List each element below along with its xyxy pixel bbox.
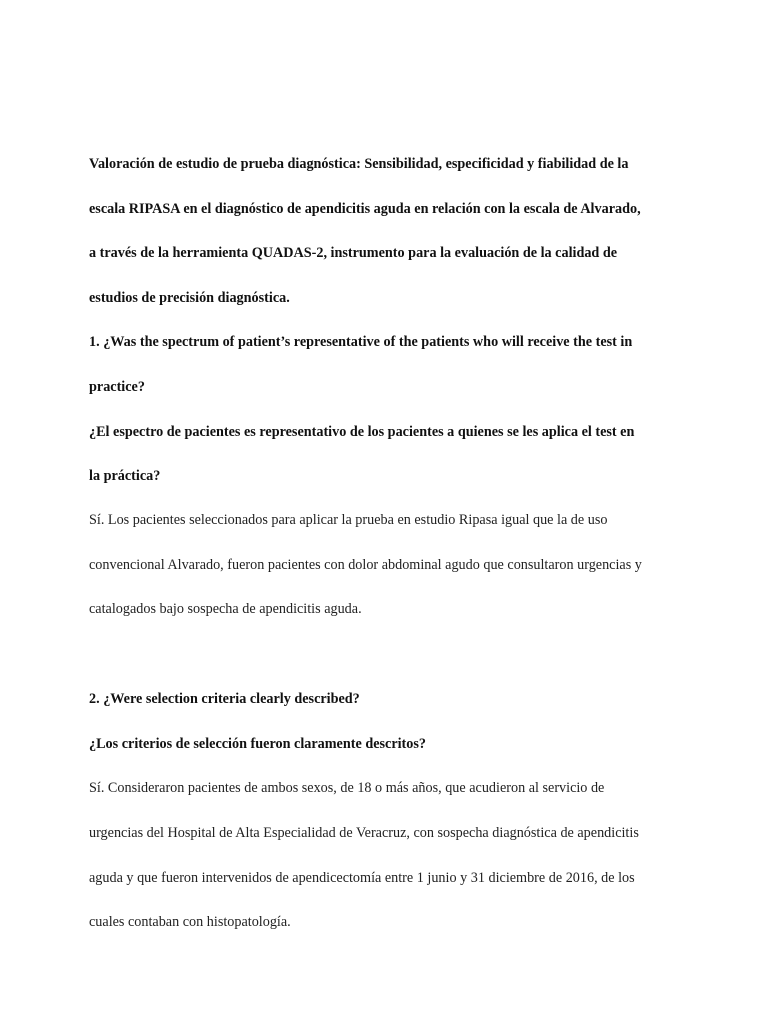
question-2-answer-line-3: aguda y que fueron intervenidos de apendicectomía entre 1 junio y 31 diciembre de 2016, de los [89, 870, 635, 886]
question-1-answer-line-2: convencional Alvarado, fueron pacientes con dolor abdominal agudo que consultaron urgencias y [89, 557, 642, 573]
question-1-spanish-line-2: la práctica? [89, 468, 161, 484]
title-line-2: escala RIPASA en el diagnóstico de apendicitis aguda en relación con la escala de Alvarado, [89, 201, 641, 217]
title-line-3: a través de la herramienta QUADAS-2, instrumento para la evaluación de la calidad de [89, 245, 618, 261]
question-1-english-line-1: 1. ¿Was the spectrum of patient’s representative of the patients who will receive the test in [89, 334, 633, 350]
question-1-answer-line-3: catalogados bajo sospecha de apendicitis aguda. [89, 601, 362, 617]
question-1-answer-line-1: Sí. Los pacientes seleccionados para aplicar la prueba en estudio Ripasa igual que la de uso [89, 512, 608, 528]
question-2-answer-line-4: cuales contaban con histopatología. [89, 914, 291, 930]
title-line-4: estudios de precisión diagnóstica. [89, 290, 290, 306]
question-1-spanish-line-1: ¿El espectro de pacientes es representativo de los pacientes a quienes se les aplica el test en [89, 424, 635, 440]
question-2-answer-line-2: urgencias del Hospital de Alta Especialidad de Veracruz, con sospecha diagnóstica de apendicitis [89, 825, 639, 841]
question-1-english-line-2: practice? [89, 379, 145, 395]
question-2-spanish-line-1: ¿Los criterios de selección fueron claramente descritos? [89, 736, 426, 752]
question-2-english-line-1: 2. ¿Were selection criteria clearly described? [89, 691, 360, 707]
title-line-1: Valoración de estudio de prueba diagnóstica: Sensibilidad, especificidad y fiabilidad de la [89, 156, 629, 172]
question-2-answer-line-1: Sí. Consideraron pacientes de ambos sexos, de 18 o más años, que acudieron al servicio de [89, 780, 605, 796]
